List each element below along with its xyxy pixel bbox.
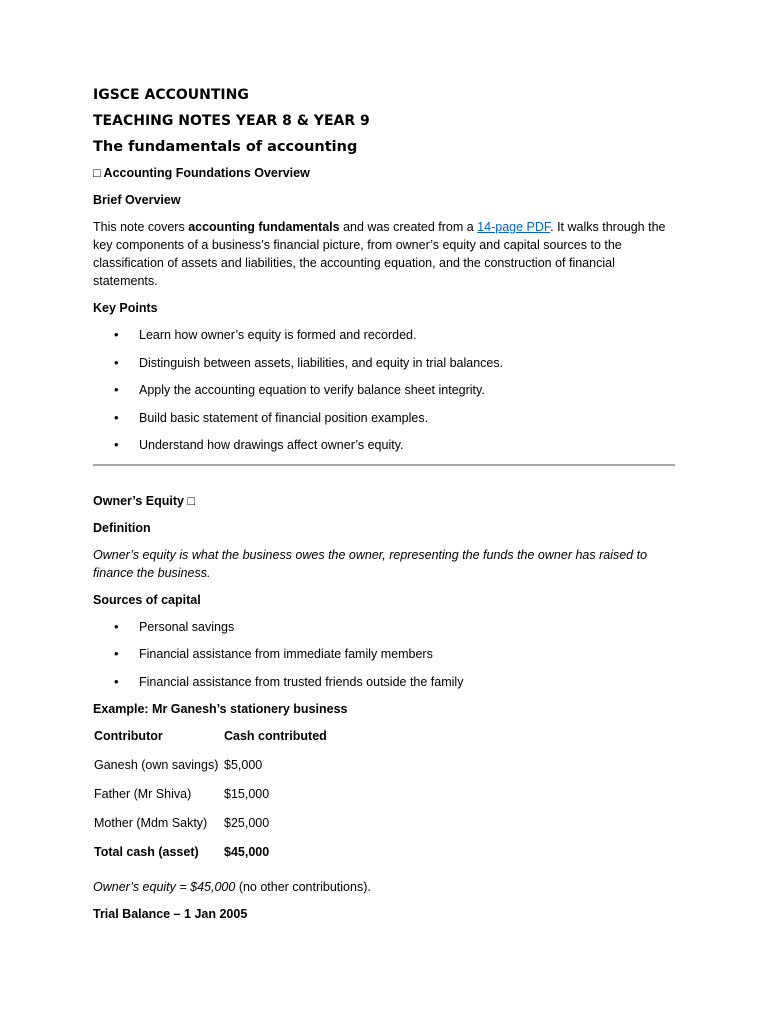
table-cell: Father (Mr Shiva): [94, 787, 192, 801]
list-item: • Financial assistance from trusted friends outside the family: [93, 673, 675, 691]
course-title: IGSCE ACCOUNTING: [93, 87, 249, 103]
table-row: [93, 814, 328, 843]
total-value: $45,000: [224, 845, 270, 859]
table-cell: $25,000: [224, 816, 270, 830]
equity-note-formula: Owner’s equity = $45,000: [93, 880, 236, 894]
list-item: • Understand how drawings affect owner’s equity.: [93, 436, 675, 454]
document-subtitle: The fundamentals of accounting: [93, 139, 358, 155]
table-cell: $15,000: [224, 787, 270, 801]
table-total-row: [93, 843, 328, 872]
brief-overview-label: Brief Overview: [93, 193, 181, 207]
owners-equity-section-title: Owner’s Equity □: [93, 493, 196, 508]
key-points-list: [93, 326, 675, 454]
key-points-label: Key Points: [93, 301, 158, 315]
document-content: [93, 84, 675, 932]
list-item: • Build basic statement of financial position examples.: [93, 409, 675, 427]
equity-note-rest: (no other contributions).: [235, 880, 371, 894]
list-item: • Learn how owner’s equity is formed and recorded.: [93, 326, 675, 344]
table-cell: Mother (Mdm Sakty): [94, 816, 208, 830]
list-item: • Apply the accounting equation to verify balance sheet integrity.: [93, 381, 675, 399]
horizontal-divider: [93, 464, 675, 466]
list-item: • Distinguish between assets, liabilities, and equity in trial balances.: [93, 354, 675, 372]
table-cell: $5,000: [224, 758, 263, 772]
overview-paragraph: [93, 218, 675, 290]
trial-balance-label: Trial Balance – 1 Jan 2005: [93, 907, 248, 921]
overview-text-suffix: . It walks through the key components of a business’s financial picture, from owner’s equity and capital sources to the classification of assets and liabilities, the accounting equation, and the construction of financial statements.: [93, 220, 666, 288]
overview-section-title: □ Accounting Foundations Overview: [93, 166, 310, 180]
equity-note: [93, 878, 675, 896]
definition-text: Owner’s equity is what the business owes the owner, representing the funds the owner has raised to finance the business.: [93, 547, 648, 580]
overview-text-mid: and was created from a: [339, 220, 478, 234]
table-header-row: [93, 727, 328, 756]
example-label: Example: Mr Ganesh’s stationery business: [93, 702, 348, 716]
overview-text-bold: accounting fundamentals: [188, 220, 340, 234]
pdf-link[interactable]: 14-page PDF: [477, 220, 551, 234]
overview-text-prefix: This note covers: [93, 220, 189, 234]
list-item: • Financial assistance from immediate family members: [93, 645, 675, 663]
sources-of-capital-label: Sources of capital: [93, 592, 201, 607]
contributions-table: [93, 727, 328, 872]
definition-label: Definition: [93, 520, 151, 535]
sources-list: [93, 618, 675, 691]
table-row: [93, 756, 328, 785]
table-row: [93, 785, 328, 814]
notes-title: TEACHING NOTES YEAR 8 & YEAR 9: [93, 113, 370, 129]
table-cell: Ganesh (own savings): [94, 758, 219, 772]
column-header-cash: Cash contributed: [224, 729, 327, 743]
list-item: • Personal savings: [93, 618, 675, 636]
column-header-contributor: Contributor: [94, 729, 163, 743]
total-label: Total cash (asset): [94, 845, 199, 859]
